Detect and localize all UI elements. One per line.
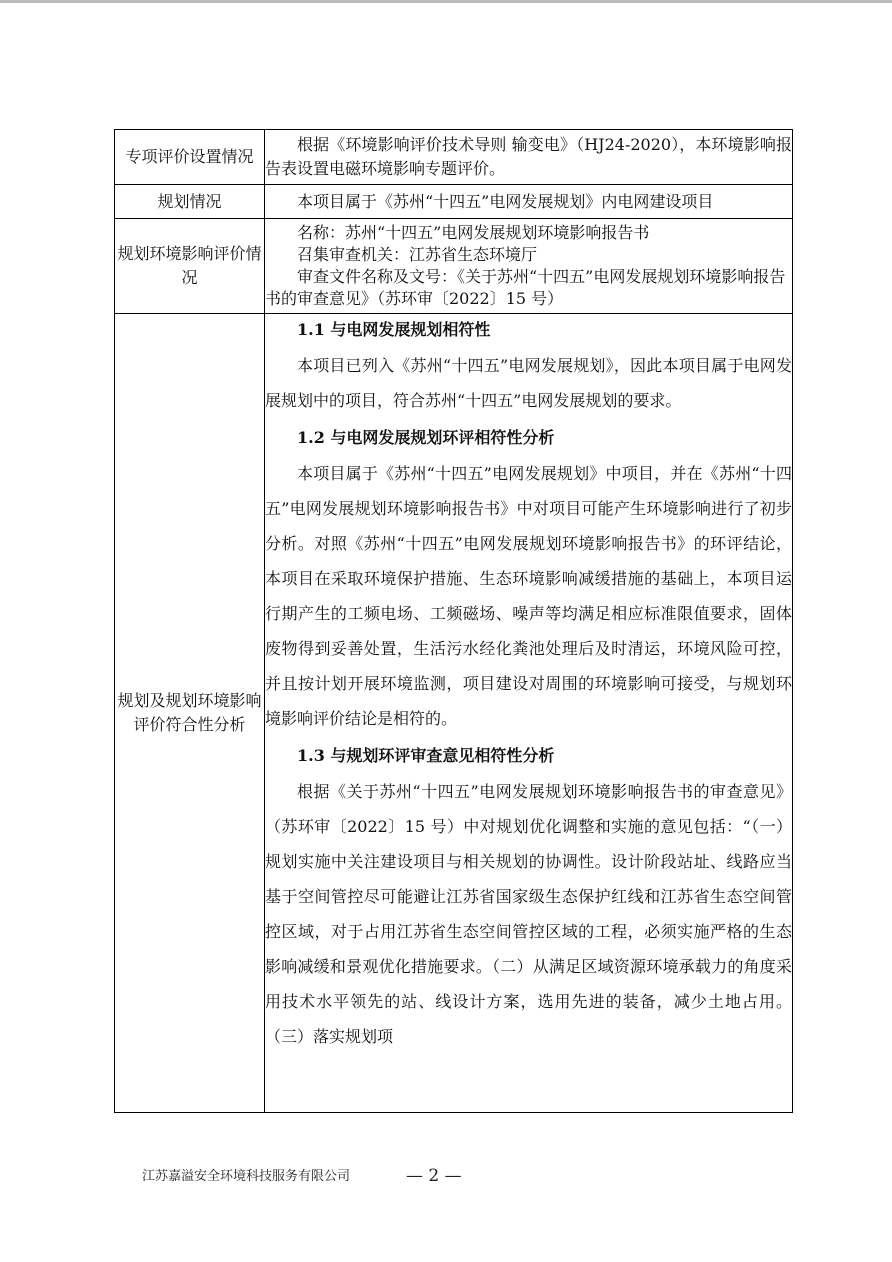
planning-eia-name: 名称：苏州“十四五”电网发展规划环境影响报告书 xyxy=(297,223,650,242)
document-table xyxy=(114,129,793,1113)
row-content-conformity-analysis xyxy=(265,314,793,1113)
row-content-special-evaluation xyxy=(265,130,793,185)
section-text-1-3: 根据《关于苏州“十四五”电网发展规划环境影响报告书的审查意见》（苏环审〔2022〕15 号）中对规划优化调整和实施的意见包括：“（一）规划实施中关注建设项目与相关规划的协调性。设计阶段站址、线路应当基于空间管控尽可能避让江苏省国家级生态保护红线和江苏省生态空间管控区域，对于占用江苏省生态空间管控区域的工程，必须实施严格的生态影响减缓和景观优化措施要求。（二）从满足区域资源环境承载力的角度采用技术水平领先的站、线设计方案，选用先进的装备，减少土地占用。（三）落实规划项 xyxy=(265,782,792,1046)
section-heading-1-3: 1.3 与规划环评审查意见相符性分析 xyxy=(297,746,555,765)
planning-eia-document: 审查文件名称及文号：《关于苏州“十四五”电网发展规划环境影响报告书的审查意见》（苏环审〔2022〕15 号） xyxy=(265,267,786,308)
row-label-planning-eia: 规划环境影响评价情况 xyxy=(115,219,265,314)
footer-company-name: 江苏嘉溢安全环境科技服务有限公司 xyxy=(142,1169,351,1184)
row-content-planning-eia xyxy=(265,219,793,314)
row-label-special-evaluation: 专项评价设置情况 xyxy=(115,130,265,185)
table-row xyxy=(115,314,793,1113)
page-number: — 2 — xyxy=(406,1166,462,1186)
special-evaluation-text: 根据《环境影响评价技术导则 输变电》（HJ24-2020），本环境影响报告表设置电磁环境影响专题评价。 xyxy=(265,135,792,178)
section-heading-1-2: 1.2 与电网发展规划环评相符性分析 xyxy=(297,428,555,447)
planning-eia-authority: 召集审查机关：江苏省生态环境厅 xyxy=(297,245,538,264)
row-content-planning xyxy=(265,185,793,219)
row-label-conformity-analysis: 规划及规划环境影响评价符合性分析 xyxy=(115,314,265,1113)
top-border-line xyxy=(0,0,892,3)
planning-text: 本项目属于《苏州“十四五”电网发展规划》内电网建设项目 xyxy=(297,191,714,211)
row-label-planning: 规划情况 xyxy=(115,185,265,219)
section-text-1-1: 本项目已列入《苏州“十四五”电网发展规划》，因此本项目属于电网发展规划中的项目，符合苏州“十四五”电网发展规划的要求。 xyxy=(265,356,792,410)
section-text-1-2: 本项目属于《苏州“十四五”电网发展规划》中项目，并在《苏州“十四五”电网发展规划环境影响报告书》中对项目可能产生环境影响进行了初步分析。对照《苏州“十四五”电网发展规划环境影响报告书》的环评结论，本项目在采取环境保护措施、生态环境影响减缓措施的基础上，本项目运行期产生的工频电场、工频磁场、噪声等均满足相应标准限值要求，固体废物得到妥善处置，生活污水经化粪池处理后及时清运，环境风险可控，并且按计划开展环境监测，项目建设对周围的环境影响可接受，与规划环境影响评价结论是相符的。 xyxy=(265,464,792,728)
table-row xyxy=(115,185,793,219)
table-row xyxy=(115,219,793,314)
section-heading-1-1: 1.1 与电网发展规划相符性 xyxy=(297,320,491,339)
table-row xyxy=(115,130,793,185)
